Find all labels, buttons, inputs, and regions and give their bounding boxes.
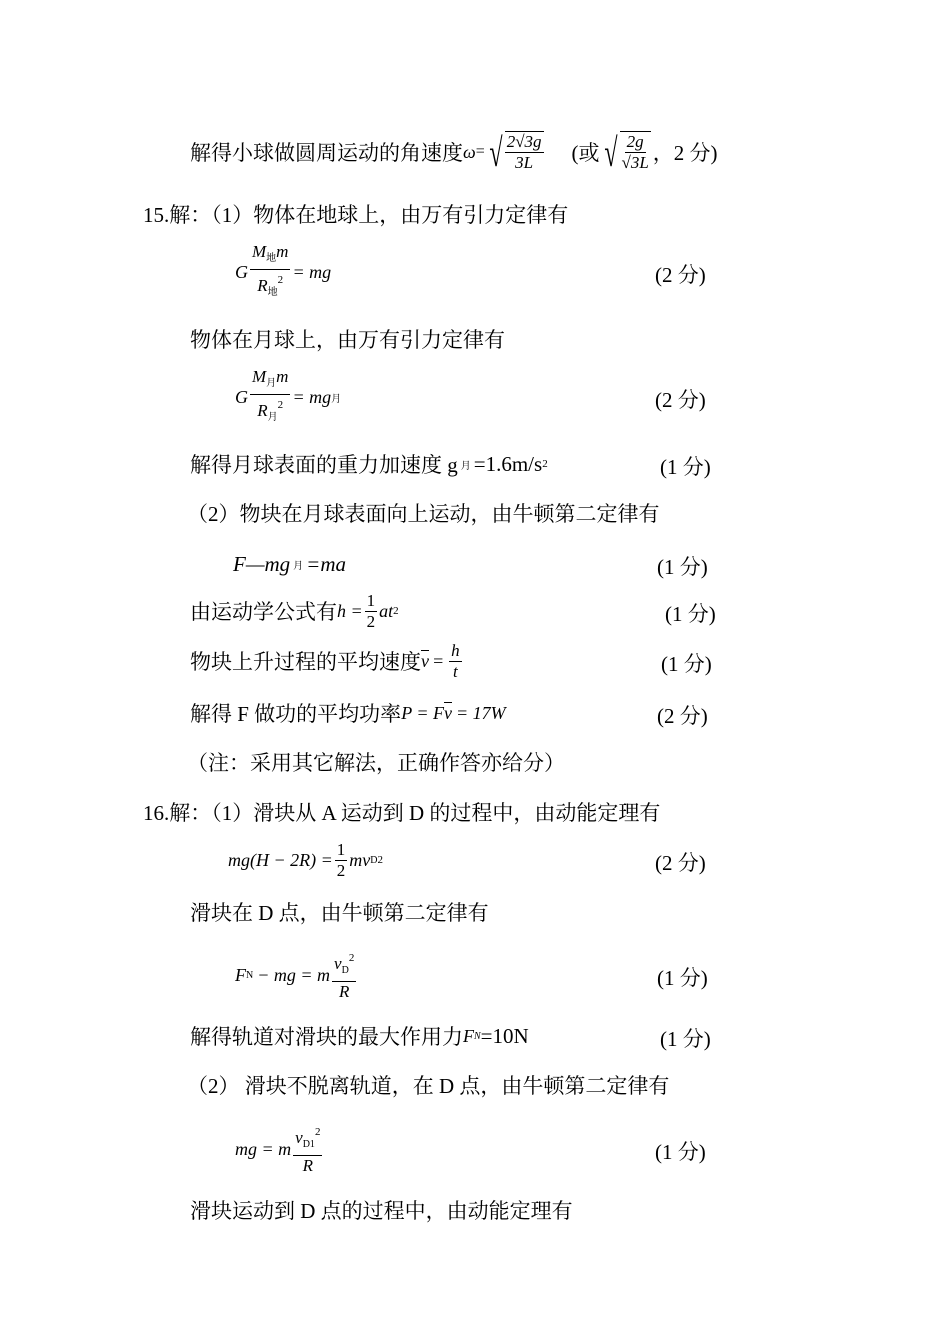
q16-part2: （2） 滑块不脱离轨道，在 D 点，由牛顿第二定律有 (187, 1074, 670, 1098)
q15-eq2 (235, 366, 342, 423)
v: v (334, 954, 342, 973)
numerator: 2g (626, 132, 644, 151)
sup: 2 (314, 1126, 321, 1138)
sup: 2 (277, 398, 284, 411)
text: 由运动学公式有 (190, 600, 337, 624)
sub: N (246, 969, 254, 981)
q16-eq1 (228, 835, 383, 885)
omega: ω (463, 141, 476, 162)
denominator: 2 (336, 860, 346, 880)
v: v (295, 1128, 303, 1147)
sub: 地 (266, 252, 277, 264)
sup: 2 (393, 605, 399, 617)
numerator: h (451, 640, 460, 660)
v-bar: $\overline{v}$ (421, 650, 429, 671)
value: =1.6m/s (473, 451, 543, 476)
q16-line4: 滑块运动到 D 点的过程中，由动能定理有 (190, 1199, 573, 1223)
sub: N (474, 1030, 481, 1042)
M: M (252, 366, 267, 386)
text: 解得小球做圆周运动的角速度 (190, 141, 463, 165)
text: 物块上升过程的平均速度 (190, 650, 421, 674)
q15-part2: （2）物块在月球表面向上运动，由牛顿第二定律有 (187, 502, 660, 526)
q15-line5 (190, 636, 464, 686)
sub: 月 (267, 411, 278, 423)
score: (2 分) (655, 851, 706, 875)
rhs: mv (349, 849, 371, 870)
alt-close: ，2 分) (652, 141, 718, 165)
score: (1 分) (657, 966, 708, 990)
q16-eq3 (235, 1124, 324, 1174)
sqrt-expression: √ $\frac{2√3g}{3L}$ (489, 129, 542, 175)
text: 解得轨道对滑块的最大作用力 (190, 1025, 463, 1049)
rhs: = 17W (456, 702, 506, 723)
score: (2 分) (657, 704, 708, 728)
equals: = (432, 650, 445, 671)
rhs: =ma (306, 551, 347, 576)
lhs: F—mg (233, 551, 291, 576)
R: R (257, 275, 268, 295)
mid: − mg = m (257, 964, 331, 985)
score: (1 分) (660, 1027, 711, 1051)
q14-result-line (190, 127, 718, 177)
score: (2 分) (655, 388, 706, 412)
numerator: 1 (336, 839, 346, 859)
sqrt-expression-alt: √ $\frac{2g}{√3L}$ (603, 129, 649, 175)
m: m (276, 366, 289, 386)
q16-title: 16.解：（1）滑块从 A 运动到 D 的过程中，由动能定理有 (143, 801, 661, 825)
sub: 月 (460, 460, 471, 472)
q15-line6 (190, 688, 506, 738)
text: 解得月球表面的重力加速度 g (190, 453, 458, 477)
score: (1 分) (655, 1140, 706, 1164)
q15-line4 (190, 586, 399, 636)
sub: 月 (293, 560, 304, 572)
sub: D1 (302, 1139, 315, 1150)
numerator: 2√3g (506, 132, 542, 151)
q15-eq3 (233, 539, 346, 589)
R: R (257, 400, 268, 420)
score: (1 分) (665, 602, 716, 626)
sub: 月 (266, 377, 277, 389)
text: 解得 F 做功的平均功率 (190, 702, 402, 726)
denominator: t (453, 661, 458, 681)
sub: 地 (267, 286, 278, 298)
sup: 2 (277, 273, 284, 286)
p-lhs: P = F (401, 702, 444, 723)
q16-eq2 (235, 950, 358, 1000)
denominator: 3L (515, 153, 534, 172)
q15-title: 15.解：（1）物体在地球上，由万有引力定律有 (143, 203, 569, 227)
sup: 2 (348, 952, 355, 964)
lhs: mg(H − 2R) = (228, 849, 333, 870)
q15-eq1 (235, 241, 332, 298)
score: (2 分) (655, 263, 706, 287)
M: M (252, 241, 267, 261)
alt-open: (或 (571, 141, 600, 165)
G: G (235, 386, 248, 407)
q16-line2: 滑块在 D 点，由牛顿第二定律有 (190, 901, 489, 925)
score: (1 分) (657, 555, 708, 579)
F: F (235, 964, 246, 985)
value: =10N (480, 1023, 529, 1048)
rhs: = mg (292, 261, 332, 282)
sup: 2 (542, 458, 548, 470)
sub: 月 (331, 393, 342, 405)
rhs: = mg (292, 386, 332, 407)
score: (1 分) (661, 652, 712, 676)
q15-line3 (190, 439, 548, 489)
sub: D (370, 854, 378, 866)
rhs: at (379, 600, 394, 621)
G: G (235, 261, 248, 282)
q15-note: （注：采用其它解法，正确作答亦给分） (187, 751, 565, 775)
q16-line3 (190, 1011, 529, 1061)
sup: 2 (377, 854, 384, 866)
denominator: √3L (621, 153, 649, 172)
F: F (463, 1025, 474, 1046)
denominator: R (338, 982, 350, 1001)
m: m (276, 241, 289, 261)
score: (1 分) (660, 455, 711, 479)
lhs: mg = m (235, 1138, 292, 1159)
denominator: R (302, 1156, 313, 1175)
sub: D (341, 965, 349, 976)
denominator: 2 (366, 611, 376, 631)
equals: = (475, 143, 485, 160)
lhs: h = (337, 600, 363, 621)
q15-line2: 物体在月球上，由万有引力定律有 (190, 328, 505, 352)
numerator: 1 (366, 590, 376, 610)
v-bar: $\overline{v}$ (444, 702, 452, 723)
